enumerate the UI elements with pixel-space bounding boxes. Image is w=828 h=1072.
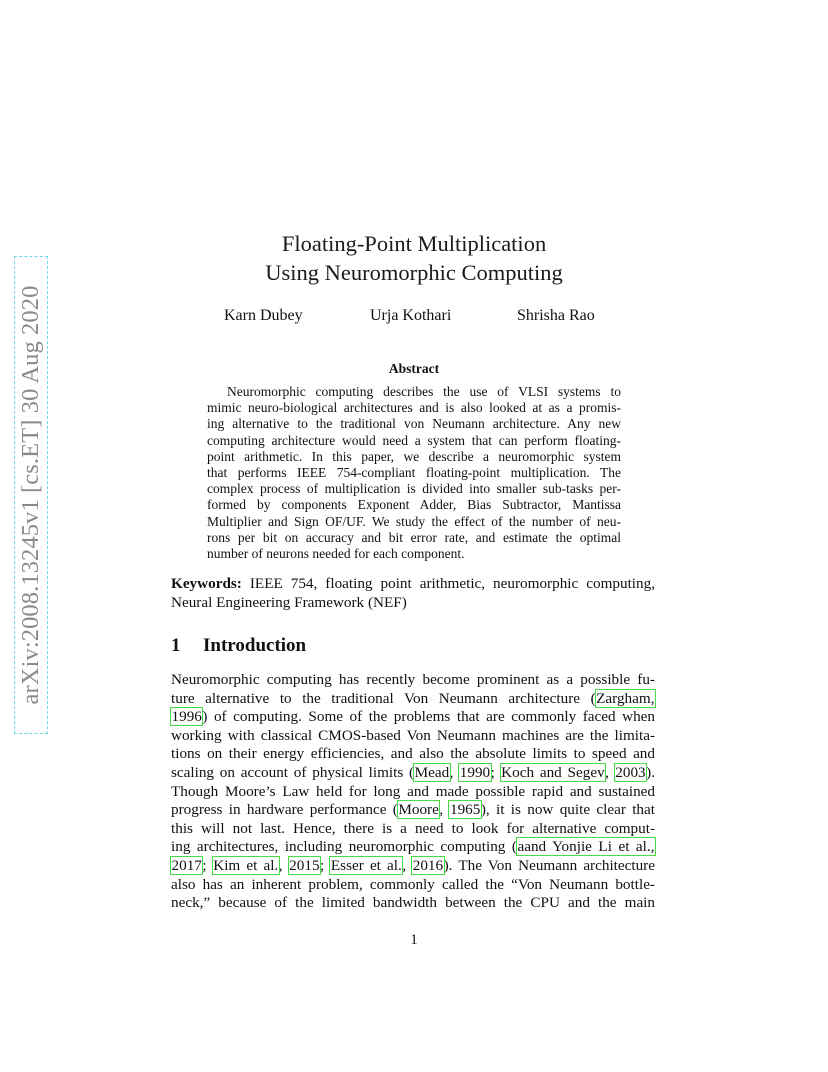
keywords-label: Keywords: — [171, 575, 242, 592]
citation-link[interactable]: Moore — [398, 801, 439, 819]
intro-text: ). The Von Neumann architecture — [443, 856, 655, 874]
paper-title-line-1: Floating-Point Multiplication — [281, 231, 547, 256]
intro-line: neck,” because of the limited bandwidth between the CPU and the main — [171, 894, 655, 912]
abstract-line: mimic neuro-biological architectures and is also looked at as a promis- — [207, 400, 621, 416]
abstract-heading: Abstract — [388, 361, 440, 376]
citation-link[interactable]: 1996 — [171, 708, 202, 726]
intro-line: also has an inherent problem, commonly called the “Von Neumann bottle- — [171, 875, 655, 893]
intro-text: scaling on account of physical limits ( — [171, 763, 415, 781]
intro-line: Though Moore’s Law held for long and made possible rapid and sustained — [171, 782, 655, 800]
intro-line: working with classical CMOS-based Von Neumann machines are the limita- — [171, 726, 655, 744]
intro-text: ; — [202, 856, 213, 874]
paper-title-line-2: Using Neuromorphic Computing — [265, 260, 563, 285]
abstract-body — [207, 384, 621, 562]
intro-text: , — [605, 763, 615, 781]
intro-text: ; — [490, 763, 501, 781]
intro-text: ture alternative to the traditional Von Neumann architecture ( — [171, 689, 596, 707]
intro-text: progress in hardware performance ( — [171, 801, 398, 819]
intro-text: , — [449, 763, 460, 781]
intro-line — [171, 801, 655, 820]
author-1: Karn Dubey — [224, 307, 303, 324]
keywords-block — [171, 575, 655, 612]
section-title: Introduction — [203, 635, 307, 656]
intro-text: ing architectures, including neuromorphic computing ( — [171, 838, 517, 856]
intro-line: this will not last. Hence, there is a need to look for alternative comput- — [171, 819, 655, 837]
intro-line — [171, 857, 655, 876]
abstract-line: number of neurons needed for each component. — [207, 545, 465, 561]
introduction-body — [171, 671, 655, 913]
section-number: 1 — [171, 635, 181, 656]
abstract-line: rons per bit on accuracy and bit error rate, and estimate the optimal — [207, 529, 621, 545]
citation-link[interactable]: Kim et al. — [213, 856, 279, 874]
intro-text: , — [439, 801, 450, 819]
citation-link[interactable]: 2017 — [171, 856, 202, 874]
intro-line — [171, 764, 655, 783]
keywords-text-1: IEEE 754, floating point arithmetic, neuromorphic computing, — [241, 575, 655, 592]
abstract-line: ing alternative to the traditional von Neumann architecture. Any new — [207, 416, 621, 432]
intro-text: , — [402, 856, 413, 874]
citation-link[interactable]: 1965 — [449, 801, 481, 819]
keywords-line-2: Neural Engineering Framework (NEF) — [171, 593, 407, 611]
citation-link[interactable]: 2016 — [412, 856, 444, 874]
intro-text: ; — [320, 856, 331, 874]
abstract-line: complex process of multiplication is divided into smaller sub-tasks per- — [207, 481, 621, 497]
author-3: Shrisha Rao — [517, 307, 595, 324]
abstract-line: Neuromorphic computing describes the use of VLSI systems to — [227, 384, 621, 399]
intro-text: ). — [646, 763, 655, 781]
abstract-line: Multiplier and Sign OF/UF. We study the effect of the number of neu- — [207, 513, 621, 529]
citation-link[interactable]: Mead — [414, 763, 450, 781]
citation-link[interactable]: aand Yonjie Li et al., — [517, 838, 655, 856]
intro-line: tions on their energy efficiencies, and also the absolute limits to speed and — [171, 745, 655, 763]
intro-line: Neuromorphic computing has recently become prominent as a possible fu- — [171, 671, 655, 688]
citation-link[interactable]: 2015 — [289, 856, 320, 874]
abstract-line: that performs IEEE 754-compliant floating-point multiplication. The — [207, 464, 621, 480]
abstract-line: point arithmetic. In this paper, we describe a neuromorphic system — [207, 448, 621, 464]
intro-line — [171, 838, 655, 857]
keywords-line-1 — [171, 575, 655, 594]
arxiv-identifier[interactable]: arXiv:2008.13245v1 [cs.ET] 30 Aug 2020 — [17, 285, 44, 705]
abstract-line: computing architecture would need a system that can perform floating- — [207, 432, 621, 448]
section-heading-introduction — [171, 634, 306, 658]
intro-text: ), it is now quite clear that — [480, 801, 655, 819]
citation-link[interactable]: 2003 — [615, 763, 646, 781]
author-2: Urja Kothari — [370, 307, 452, 324]
intro-text: ) of computing. Some of the problems that are commonly faced when — [202, 708, 655, 726]
citation-link[interactable]: Zargham, — [596, 689, 655, 707]
citation-link[interactable]: Koch and Segev — [501, 763, 605, 781]
abstract-line: formed by components Exponent Adder, Bias Subtractor, Mantissa — [207, 497, 621, 513]
intro-line — [171, 708, 655, 727]
intro-line — [171, 690, 655, 709]
citation-link[interactable]: Esser et al. — [330, 856, 402, 874]
citation-link[interactable]: 1990 — [459, 763, 491, 781]
page-number: 1 — [410, 932, 418, 948]
intro-text: , — [278, 856, 289, 874]
